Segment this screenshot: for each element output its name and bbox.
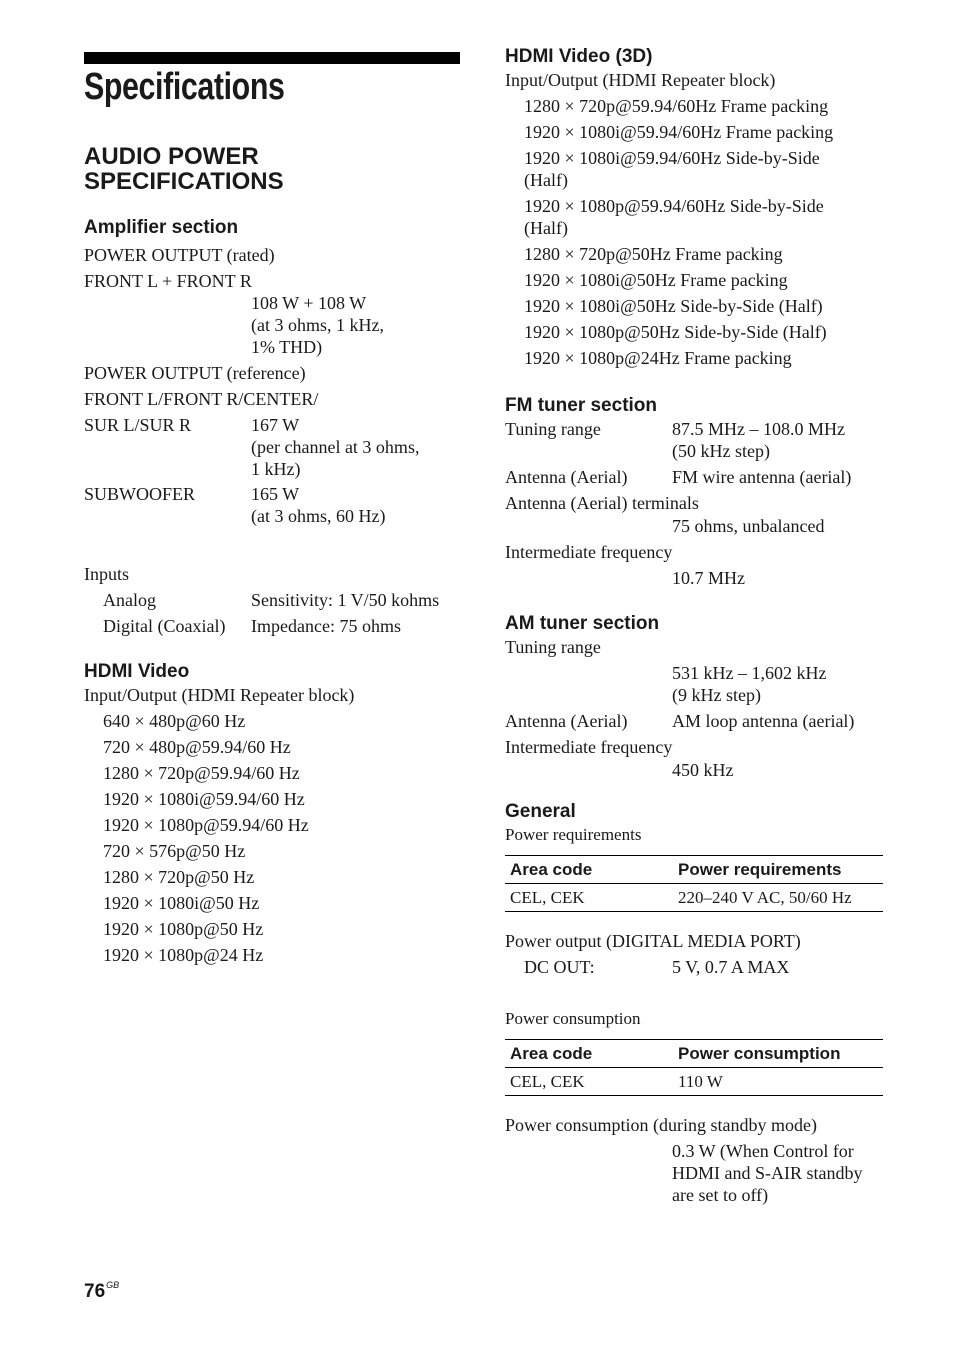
sur-value-line: 167 W [251,415,300,435]
power-output-reference-label: POWER OUTPUT (reference) [84,363,306,383]
subwoofer-row [84,483,460,527]
am-if-label: Intermediate frequency [505,737,673,757]
hdmi-video-section [84,660,460,966]
hdmi-video-format: 720 × 480p@59.94/60 Hz [103,737,291,757]
hdmi-3d-format-line: 1920 × 1080p@59.94/60Hz Side-by-Side [524,196,824,216]
hdmi-3d-format-line: 1920 × 1080i@59.94/60Hz Frame packing [524,122,834,142]
audio-power-heading-line2: SPECIFICATIONS [84,168,284,195]
hdmi-video-format: 1280 × 720p@50 Hz [103,867,255,887]
am-tuning-value-line: 531 kHz – 1,602 kHz [672,663,827,683]
table-cell: CEL, CEK [505,1068,673,1096]
digital-label: Digital (Coaxial) [103,616,226,636]
table-header-row [505,1040,883,1068]
am-tuning-label: Tuning range [505,637,601,657]
front-center-label: FRONT L/FRONT R/CENTER/ [84,389,319,409]
hdmi-3d-format-line: (Half) [524,218,568,238]
hdmi-3d-format [524,95,883,117]
hdmi-video-format: 720 × 576p@50 Hz [103,841,246,861]
general-heading: General [505,801,576,822]
fm-tuning-value-line: 87.5 MHz – 108.0 MHz [672,419,845,439]
hdmi-3d-format-line: (Half) [524,170,568,190]
hdmi-3d-format [524,269,883,291]
hdmi-3d-format [524,347,883,369]
table-cell: 110 W [673,1068,883,1096]
hdmi-3d-intro: Input/Output (HDMI Repeater block) [505,70,776,90]
page-locale: GB [106,1280,120,1290]
fm-tuner-section [505,394,883,589]
dc-out-row [505,956,883,978]
sur-label: SUR L/SUR R [84,415,192,435]
table-header-cell: Power consumption [673,1040,883,1068]
fm-if-label: Intermediate frequency [505,542,673,562]
digital-value: Impedance: 75 ohms [251,616,401,636]
am-tuner-heading: AM tuner section [505,613,660,634]
power-output-rated-label: POWER OUTPUT (rated) [84,245,275,265]
amplifier-section [84,216,460,527]
standby-value-line: are set to off) [672,1185,769,1205]
sur-value-line: 1 kHz) [251,459,301,479]
inputs-label: Inputs [84,564,129,584]
power-output-label: Power output (DIGITAL MEDIA PORT) [505,931,801,951]
power-requirements-table [505,855,883,912]
hdmi-3d-format-line: 1920 × 1080p@24Hz Frame packing [524,348,792,368]
hdmi-3d-format-line: 1920 × 1080p@50Hz Side-by-Side (Half) [524,322,827,342]
hdmi-video-format: 1920 × 1080p@24 Hz [103,945,264,965]
fm-antenna-row [505,466,883,488]
front-lr-value-line: 1% THD) [251,337,323,357]
table-header-cell: Area code [505,1040,673,1068]
hdmi-3d-format [524,295,883,317]
standby-value [505,1140,883,1206]
hdmi-3d-format [524,147,883,191]
table-row [505,1068,883,1096]
table-cell: 220–240 V AC, 50/60 Hz [673,884,883,912]
hdmi-video-heading: HDMI Video [84,661,190,682]
fm-tuner-heading: FM tuner section [505,395,658,416]
hdmi-3d-format [524,321,883,343]
hdmi-video-format: 1280 × 720p@59.94/60 Hz [103,763,300,783]
hdmi-3d-format-list [505,95,883,369]
page-title: Specifications [84,66,285,108]
hdmi-3d-format-line: 1920 × 1080i@50Hz Side-by-Side (Half) [524,296,823,316]
digital-row [84,615,460,637]
title-rule [84,52,460,64]
page-number [84,1280,119,1303]
front-lr-value-line: (at 3 ohms, 1 kHz, [251,315,384,335]
subwoofer-label: SUBWOOFER [84,484,196,504]
hdmi-video-format: 1920 × 1080i@50 Hz [103,893,260,913]
fm-if-value: 10.7 MHz [672,568,745,588]
audio-power-heading-line1: AUDIO POWER [84,143,259,170]
am-antenna-row [505,710,883,732]
hdmi-3d-heading: HDMI Video (3D) [505,46,653,67]
power-consumption-label: Power consumption [505,1009,641,1028]
sur-value [251,414,419,480]
table-header-cell: Area code [505,856,673,884]
table-header-cell: Power requirements [673,856,883,884]
subwoofer-value-line: (at 3 ohms, 60 Hz) [251,506,386,526]
hdmi-video-format: 1920 × 1080i@59.94/60 Hz [103,789,305,809]
amplifier-section-heading: Amplifier section [84,217,239,238]
subwoofer-value [251,483,385,527]
fm-terminals-value: 75 ohms, unbalanced [672,516,825,536]
am-tuner-section [505,612,883,781]
power-consumption-table [505,1039,883,1096]
hdmi-3d-format [524,243,883,265]
table-row [505,884,883,912]
front-lr-label: FRONT L + FRONT R [84,271,252,291]
inputs-section [84,563,460,637]
am-antenna-label: Antenna (Aerial) [505,711,628,731]
fm-antenna-label: Antenna (Aerial) [505,467,628,487]
standby-value-line: HDMI and S-AIR standby [672,1163,863,1183]
front-lr-value [84,292,460,358]
fm-tuning-label: Tuning range [505,419,601,439]
hdmi-video-intro: Input/Output (HDMI Repeater block) [84,685,355,705]
hdmi-3d-format [524,195,883,239]
am-antenna-value: AM loop antenna (aerial) [672,711,855,731]
hdmi-video-format: 640 × 480p@60 Hz [103,711,246,731]
am-tuning-value-line: (9 kHz step) [672,685,761,705]
am-if-value: 450 kHz [672,760,734,780]
am-tuning-value [505,662,883,706]
dc-out-value: 5 V, 0.7 A MAX [672,957,790,977]
page-number-value: 76 [84,1281,106,1302]
front-lr-value-line: 108 W + 108 W [251,293,367,313]
hdmi-3d-section [505,45,883,373]
fm-tuning-row [505,418,883,462]
fm-tuning-value-line: (50 kHz step) [672,441,770,461]
table-header-row [505,856,883,884]
analog-label: Analog [103,590,156,610]
analog-value: Sensitivity: 1 V/50 kohms [251,590,440,610]
dc-out-label: DC OUT: [524,957,595,977]
power-requirements-label: Power requirements [505,825,642,844]
audio-power-heading [84,144,460,194]
hdmi-3d-format-line: 1920 × 1080i@59.94/60Hz Side-by-Side [524,148,820,168]
hdmi-video-format: 1920 × 1080p@50 Hz [103,919,264,939]
fm-terminals-label: Antenna (Aerial) terminals [505,493,699,513]
standby-label: Power consumption (during standby mode) [505,1115,817,1135]
hdmi-3d-format-line: 1920 × 1080i@50Hz Frame packing [524,270,788,290]
general-section [505,800,883,1206]
standby-value-line: 0.3 W (When Control for [672,1141,854,1161]
subwoofer-value-line: 165 W [251,484,300,504]
hdmi-3d-format [524,121,883,143]
sur-value-line: (per channel at 3 ohms, [251,437,420,457]
hdmi-video-format: 1920 × 1080p@59.94/60 Hz [103,815,309,835]
fm-tuning-value [672,418,845,462]
hdmi-video-format-list [84,710,460,966]
fm-antenna-value: FM wire antenna (aerial) [672,467,852,487]
table-cell: CEL, CEK [505,884,673,912]
hdmi-3d-format-line: 1280 × 720p@59.94/60Hz Frame packing [524,96,829,116]
sur-row [84,414,460,480]
hdmi-3d-format-line: 1280 × 720p@50Hz Frame packing [524,244,783,264]
analog-row [84,589,460,611]
